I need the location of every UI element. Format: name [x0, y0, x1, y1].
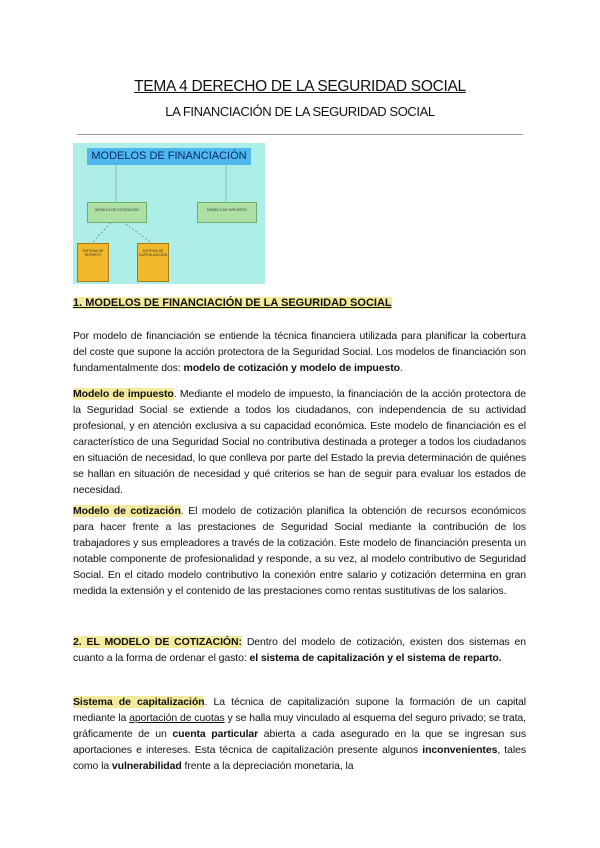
- cap-text-4: , tales como la: [73, 744, 526, 772]
- cotizacion-text: . El modelo de cotización planifica la obtención de recursos económicos para hacer frente a las prestaciones de Seguridad Social mediante la contribución de los trabajadores y sus empleadores a través de la cotización. Este modelo de financiación presenta un notable componente de profesionalidad y responde, a su vez, al modelo contributivo de Seguridad Social. En el citado modelo contributivo la conexión entre salario y cotización determina en gran medida la extensión y el contenido de las prestaciones como rentas sustitutivas de los salarios.: [73, 505, 526, 597]
- section2-heading-bold: el sistema de capitalización y el sistema de reparto.: [249, 652, 502, 664]
- cap-text-2: y se halla muy vinculado al esquema del seguro privado; se trata, gráficamente de un: [73, 712, 526, 740]
- intro-end: .: [399, 362, 403, 374]
- document-title: TEMA 4 DERECHO DE LA SEGURIDAD SOCIAL: [134, 78, 466, 95]
- intro-bold: modelo de cotización y modelo de impuesto: [183, 362, 400, 374]
- cap-bold-2: inconvenientes: [422, 744, 498, 756]
- diagram-box-reparto: SISTEMA DE REPARTO: [77, 243, 109, 282]
- horizontal-divider: [77, 134, 523, 135]
- impuesto-text: . Mediante el modelo de impuesto, la financiación de la acción protectora de la Seguridad Social se extiende a todos los ciudadanos, con independencia de su actividad profesional, y en atención exclusiva a su capacidad económica. Este modelo de financiación es el característico de una Seguridad Social no contributiva destinada a proteger a todos los ciudadanos en situación de necesidad, lo que conlleva por parte del Estado la previa determinación de quiénes se hallan en situación de necesidad y qué criterios se han de seguir para evaluar los estados de necesidad.: [73, 388, 526, 496]
- cap-text-1: . La técnica de capitalización supone la formación de un capital mediante la: [73, 696, 526, 724]
- financing-models-diagram: [73, 143, 265, 284]
- diagram-box-impuesto: MODELO DE IMPUESTO: [197, 202, 257, 223]
- section2-heading-paragraph: [73, 634, 526, 666]
- sistema-capitalizacion-paragraph: [73, 694, 526, 774]
- section2-heading-text: Dentro del modelo de cotización, existen dos sistemas en cuanto a la forma de ordenar el gasto:: [73, 636, 526, 664]
- cap-bold-3: vulnerabilidad: [111, 760, 182, 772]
- section1-heading-text: 1. MODELOS DE FINANCIACIÓN DE LA SEGURIDAD SOCIAL: [73, 297, 392, 309]
- impuesto-term: Modelo de impuesto: [73, 388, 174, 400]
- modelo-impuesto-paragraph: [73, 386, 526, 498]
- intro-text: Por modelo de financiación se entiende la técnica financiera utilizada para planificar la cobertura del coste que supone la acción protectora de la Seguridad Social. Los modelos de financiación son fundamentalmente dos:: [73, 330, 526, 374]
- cap-bold-1: cuenta particular: [172, 728, 259, 740]
- diagram-title: MODELOS DE FINANCIACIÓN: [87, 148, 251, 165]
- document-subtitle: LA FINANCIACIÓN DE LA SEGURIDAD SOCIAL: [165, 104, 435, 119]
- section1-heading: [73, 297, 392, 309]
- diagram-box-cotizacion: MODELO DE COTIZACIÓN: [87, 202, 147, 223]
- capitalizacion-term: Sistema de capitalización: [73, 696, 205, 708]
- cotizacion-term: Modelo de cotización: [73, 505, 181, 517]
- cap-underline: aportación de cuotas: [129, 712, 225, 724]
- modelo-cotizacion-paragraph: [73, 503, 526, 599]
- cap-text-3: abierta a cada asegurado en la que se ingresan sus aportaciones e intereses. Esta técnica de capitalización presente algunos: [73, 728, 526, 756]
- section1-intro-paragraph: [73, 328, 526, 376]
- section2-heading: 2. EL MODELO DE COTIZACIÓN:: [73, 636, 242, 648]
- cap-text-5: frente a la depreciación monetaria, la: [181, 760, 354, 772]
- diagram-box-capitalizacion: SISTEMA DE CAPITALIZACIÓN: [137, 243, 169, 282]
